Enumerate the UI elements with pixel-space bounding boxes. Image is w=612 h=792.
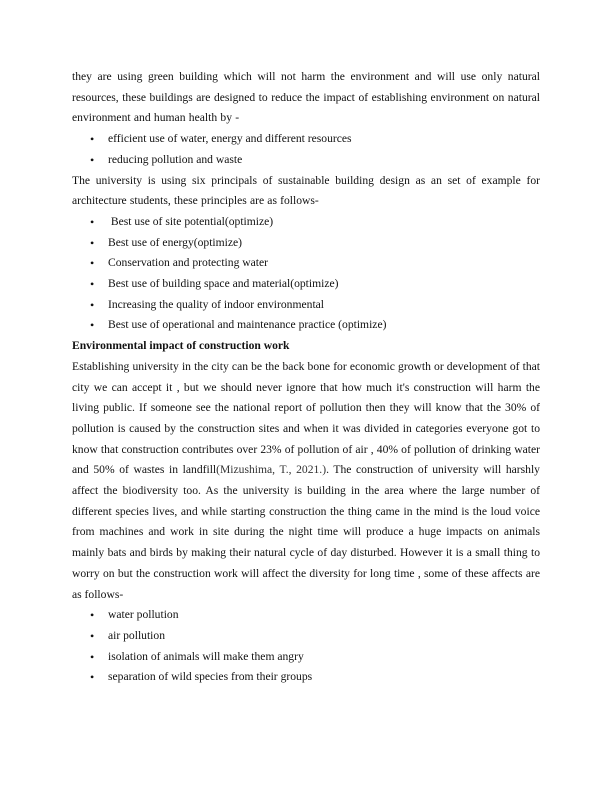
list-item: • Best use of building space and material(optimize) bbox=[72, 274, 540, 295]
list-item: • air pollution bbox=[72, 626, 540, 647]
bullet-icon: • bbox=[90, 628, 95, 643]
bullet-icon: • bbox=[90, 649, 95, 664]
principles-list bbox=[72, 212, 540, 336]
bullet-icon: • bbox=[90, 214, 95, 229]
list-item: • Conservation and protecting water bbox=[72, 253, 540, 274]
impact-text-after-cite: . The construction of university will harshly affect the biodiversity too. As the university is building in the area where the large number of different species lives, and while starting construction the thing came in the mind is the loud voice from machines and work in site during the night time will produce a huge impacts on animals mainly bats and birds by making their natural cycle of day disturbed. However it is a small thing to worry on but the construction work will affect the diversity for long time , some of these affects are as follows- bbox=[72, 463, 540, 601]
list-item: • isolation of animals will make them angry bbox=[72, 647, 540, 668]
citation: (Mizushima, T., 2021.) bbox=[216, 463, 327, 477]
section-heading: Environmental impact of construction work bbox=[72, 339, 290, 353]
list-item: • Best use of site potential(optimize) bbox=[72, 212, 540, 233]
page-content bbox=[72, 67, 540, 688]
health-list bbox=[72, 129, 540, 170]
list-item: • Best use of energy(optimize) bbox=[72, 233, 540, 254]
list-item: • Best use of operational and maintenance practice (optimize) bbox=[72, 315, 540, 336]
bullet-icon: • bbox=[90, 318, 95, 333]
bullet-icon: • bbox=[90, 256, 95, 271]
bullet-icon: • bbox=[90, 152, 95, 167]
impact-paragraph bbox=[72, 357, 540, 605]
list-item: • Increasing the quality of indoor environmental bbox=[72, 295, 540, 316]
impact-text-before-cite: Establishing university in the city can be the back bone for economic growth or development of that city we can accept it , but we should never ignore that how much it's construction will harm the living public. If someone see the national report of pollution then they will know that the 30% of pollution is caused by the construction sites and when it was divided in categories everyone got to know that construction contributes over 23% of pollution of air , 40% of pollution of drinking water and 50% of wastes in landfill bbox=[72, 359, 540, 477]
list-item: • separation of wild species from their groups bbox=[72, 667, 540, 688]
bullet-icon: • bbox=[90, 670, 95, 685]
bullet-icon: • bbox=[90, 277, 95, 292]
list-item: • reducing pollution and waste bbox=[72, 150, 540, 171]
affects-list bbox=[72, 605, 540, 688]
list-item: • efficient use of water, energy and different resources bbox=[72, 129, 540, 150]
bullet-icon: • bbox=[90, 235, 95, 250]
principles-intro-paragraph: The university is using six principals of sustainable building design as an set of example for architecture students, these principles are as follows- bbox=[72, 173, 540, 208]
list-item: • water pollution bbox=[72, 605, 540, 626]
bullet-icon: • bbox=[90, 297, 95, 312]
intro-paragraph: they are using green building which will not harm the environment and will use only natural resources, these buildings are designed to reduce the impact of establishing environment on natural environment and human health by - bbox=[72, 70, 540, 125]
bullet-icon: • bbox=[90, 608, 95, 623]
bullet-icon: • bbox=[90, 132, 95, 147]
